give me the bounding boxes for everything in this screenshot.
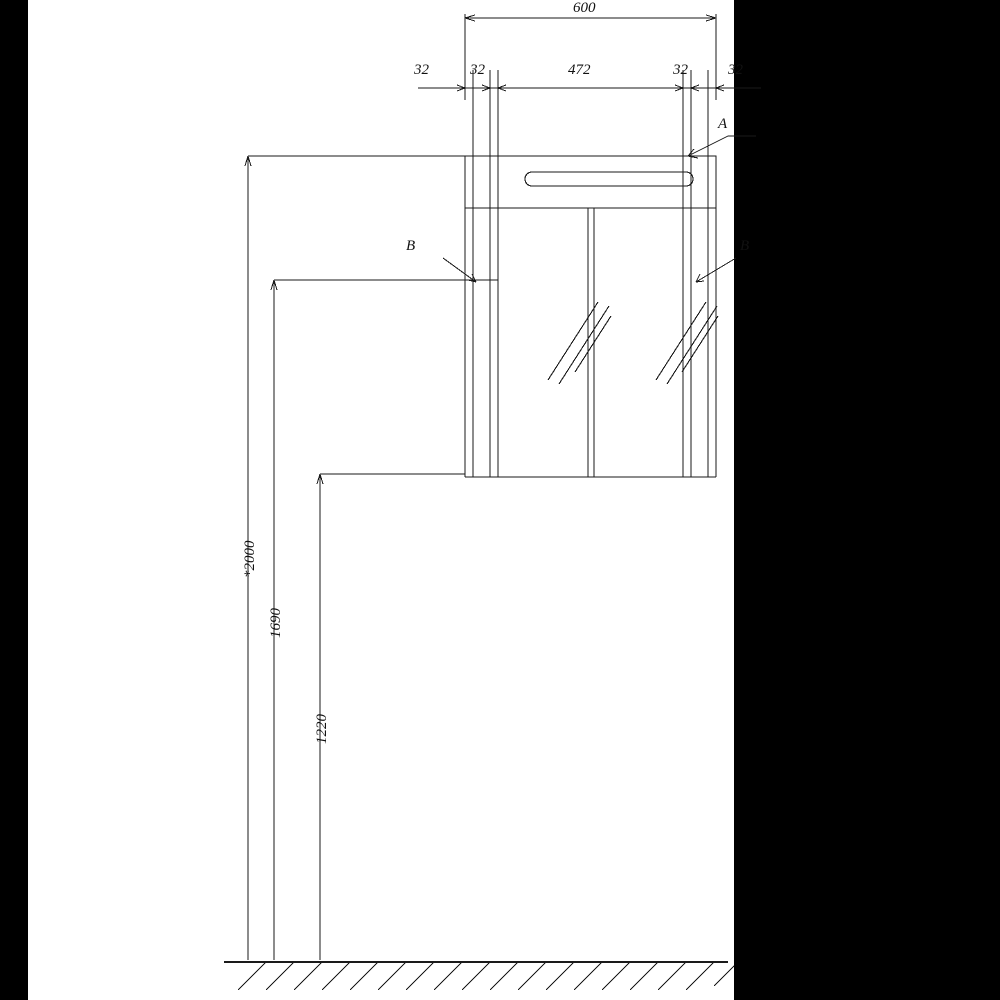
dim-label-seg-1: 32	[414, 62, 429, 78]
section-label-b-right: B	[740, 238, 750, 254]
dim-label-total-600: 600	[573, 0, 596, 16]
floor-hatching	[238, 962, 734, 990]
section-label-a: A	[718, 116, 728, 132]
drawing-sheet	[28, 0, 750, 1000]
dim-label-seg-5: 32	[728, 62, 743, 78]
section-label-b-left: B	[406, 238, 416, 254]
dim-label-1220: 1220	[314, 714, 330, 744]
leader-b-left	[443, 258, 476, 282]
dim-label-seg-3: 472	[568, 62, 591, 78]
dim-label-seg-2: 32	[470, 62, 485, 78]
dim-label-seg-4: 32	[673, 62, 688, 78]
dim-label-1690: 1690	[268, 608, 284, 638]
technical-drawing-vector	[28, 0, 734, 1000]
dim-label-2000: *2000	[242, 540, 258, 578]
